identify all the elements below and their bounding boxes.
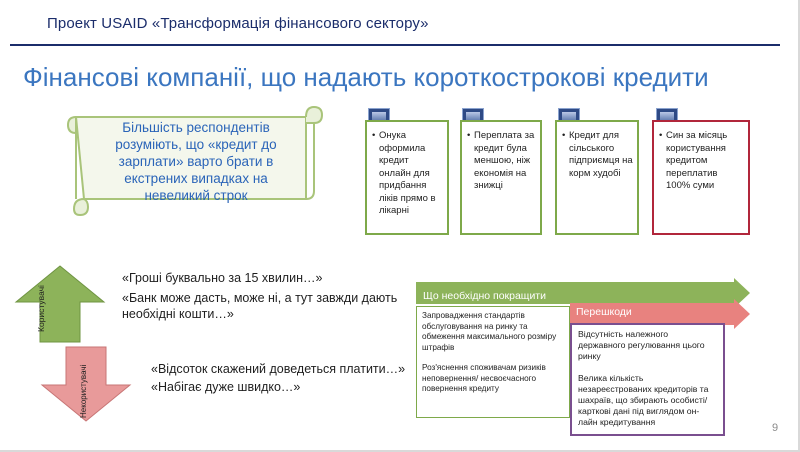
obstacle-item: Велика кількість незареєстрованих кредиторів та шахраїв, що збирають особисті/карткові дані під виглядом он-лайн кредитування bbox=[578, 373, 709, 427]
page-number: 9 bbox=[772, 422, 779, 434]
story-card-text: • Переплата за кредит була меншою, ніж економія на знижці bbox=[466, 130, 536, 193]
improvement-item: Роз'яснення споживачам ризиків неповернення/ несвоєчасного повернення кредиту bbox=[422, 363, 546, 393]
story-card-text: • Син за місяць користування кредитом переплатив 100% суми bbox=[658, 130, 744, 193]
story-card-text: • Кредит для сільського підприємця на корм худобі bbox=[561, 130, 633, 180]
header-divider bbox=[10, 44, 780, 46]
nonusers-quote-2: «Набігає дуже швидко…» bbox=[151, 380, 301, 394]
users-up-arrow bbox=[14, 264, 106, 344]
story-card-1 bbox=[365, 120, 449, 235]
nonusers-quote-1: «Відсоток скажений доведеться платити…» bbox=[151, 362, 406, 376]
header-title: Проект USAID «Трансформація фінансового сектору» bbox=[47, 15, 429, 32]
obstacles-title: Перешкоди bbox=[576, 306, 632, 318]
users-quote-2: «Банк може дасть, може ні, а тут завжди дають bbox=[122, 291, 398, 305]
improvements-box bbox=[416, 306, 570, 418]
scroll-callout bbox=[66, 103, 323, 217]
users-quote-2-cont: необхідні кошти…» bbox=[122, 307, 234, 321]
users-quote-1: «Гроші буквально за 15 хвилин…» bbox=[122, 271, 323, 285]
obstacle-item: Відсутність належного державного регулювання цього ринку bbox=[578, 329, 705, 361]
story-card-3 bbox=[555, 120, 639, 235]
improvements-title: Що необхідно покращити bbox=[423, 290, 546, 302]
story-card-text: • Онука оформила кредит онлайн для придбання ліків прямо в лікарні bbox=[371, 130, 443, 218]
users-label: Користувачі bbox=[36, 285, 46, 332]
scroll-text: Більшість респондентів розуміють, що «кредит до зарплати» варто брати в екстрених випадках на невеликий строк bbox=[115, 120, 277, 203]
nonusers-label: Некористувачі bbox=[79, 364, 88, 418]
improvement-item: Запровадження стандартів обслуговування на ринку та обмеження максимального розміру штрафів bbox=[422, 311, 557, 352]
story-card-2 bbox=[460, 120, 542, 235]
story-card-4 bbox=[652, 120, 750, 235]
page-title: Фінансові компанії, що надають короткострокові кредити bbox=[23, 62, 709, 92]
obstacles-box bbox=[570, 323, 725, 436]
